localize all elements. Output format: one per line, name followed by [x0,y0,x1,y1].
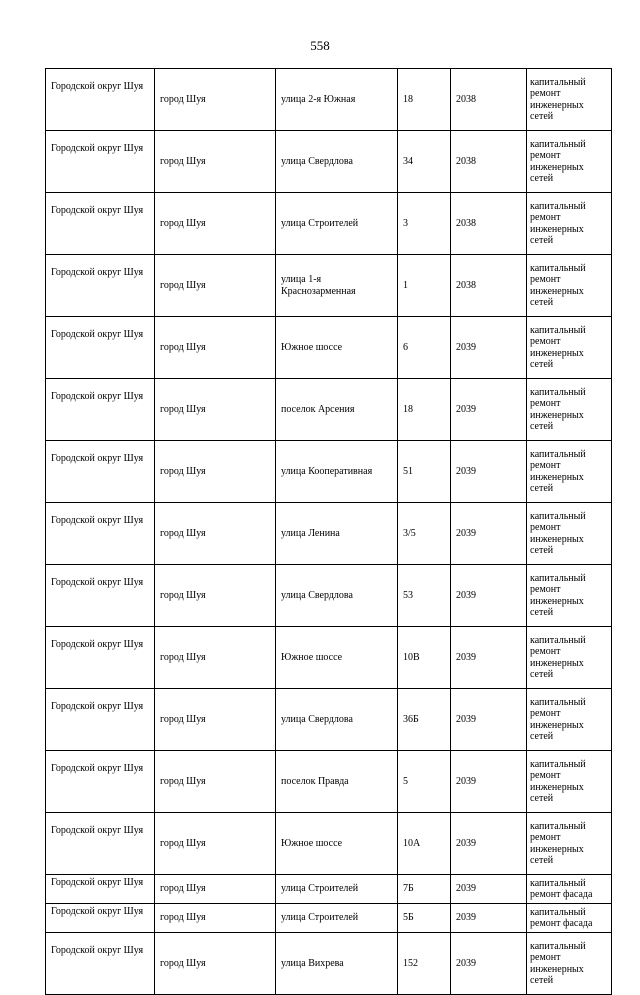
cell-house-number: 53 [398,565,451,627]
cell-work-type: капитальный ремонт инженерных сетей [527,255,612,317]
cell-settlement: город Шуя [155,441,276,503]
cell-street: улица Свердлова [276,565,398,627]
cell-district: Городской округ Шуя [46,813,155,875]
table-row [46,627,612,689]
table-row [46,565,612,627]
cell-work-type: капитальный ремонт инженерных сетей [527,441,612,503]
table-row [46,813,612,875]
cell-district: Городской округ Шуя [46,317,155,379]
cell-house-number: 152 [398,933,451,995]
cell-street: улица Вихрева [276,933,398,995]
cell-district: Городской округ Шуя [46,904,155,933]
cell-district: Городской округ Шуя [46,69,155,131]
cell-district: Городской округ Шуя [46,933,155,995]
table-row [46,441,612,503]
cell-district: Городской округ Шуя [46,565,155,627]
cell-settlement: город Шуя [155,627,276,689]
register-table-body [46,69,612,995]
table-row [46,751,612,813]
cell-street: улица 2-я Южная [276,69,398,131]
cell-work-type: капитальный ремонт фасада [527,904,612,933]
cell-settlement: город Шуя [155,875,276,904]
cell-settlement: город Шуя [155,69,276,131]
cell-year: 2039 [451,379,527,441]
cell-house-number: 18 [398,69,451,131]
cell-year: 2038 [451,69,527,131]
cell-year: 2039 [451,317,527,379]
cell-year: 2039 [451,503,527,565]
cell-district: Городской округ Шуя [46,875,155,904]
cell-district: Городской округ Шуя [46,627,155,689]
table-row [46,69,612,131]
cell-street: улица Свердлова [276,689,398,751]
cell-year: 2039 [451,751,527,813]
cell-district: Городской округ Шуя [46,503,155,565]
cell-work-type: капитальный ремонт инженерных сетей [527,131,612,193]
cell-year: 2039 [451,565,527,627]
cell-work-type: капитальный ремонт инженерных сетей [527,627,612,689]
cell-work-type: капитальный ремонт инженерных сетей [527,503,612,565]
cell-settlement: город Шуя [155,317,276,379]
cell-settlement: город Шуя [155,131,276,193]
cell-house-number: 10А [398,813,451,875]
cell-house-number: 5 [398,751,451,813]
cell-settlement: город Шуя [155,751,276,813]
table-row [46,317,612,379]
cell-work-type: капитальный ремонт инженерных сетей [527,933,612,995]
cell-house-number: 18 [398,379,451,441]
cell-street: улица Ленина [276,503,398,565]
cell-settlement: город Шуя [155,933,276,995]
cell-house-number: 34 [398,131,451,193]
cell-work-type: капитальный ремонт инженерных сетей [527,751,612,813]
cell-year: 2039 [451,875,527,904]
cell-street: Южное шоссе [276,317,398,379]
cell-settlement: город Шуя [155,565,276,627]
cell-street: поселок Арсения [276,379,398,441]
cell-year: 2038 [451,255,527,317]
cell-year: 2039 [451,627,527,689]
cell-house-number: 3 [398,193,451,255]
cell-settlement: город Шуя [155,904,276,933]
cell-street: улица Строителей [276,875,398,904]
cell-district: Городской округ Шуя [46,193,155,255]
cell-settlement: город Шуя [155,503,276,565]
cell-house-number: 10В [398,627,451,689]
cell-year: 2039 [451,813,527,875]
cell-settlement: город Шуя [155,689,276,751]
cell-settlement: город Шуя [155,255,276,317]
cell-house-number: 3/5 [398,503,451,565]
cell-street: поселок Правда [276,751,398,813]
page-number: 558 [310,38,330,53]
cell-street: Южное шоссе [276,813,398,875]
cell-year: 2039 [451,441,527,503]
cell-work-type: капитальный ремонт инженерных сетей [527,813,612,875]
cell-district: Городской округ Шуя [46,255,155,317]
cell-house-number: 6 [398,317,451,379]
table-row [46,904,612,933]
cell-work-type: капитальный ремонт инженерных сетей [527,565,612,627]
cell-settlement: город Шуя [155,813,276,875]
cell-street: улица Строителей [276,193,398,255]
table-row [46,503,612,565]
cell-house-number: 7Б [398,875,451,904]
cell-work-type: капитальный ремонт инженерных сетей [527,317,612,379]
table-row [46,875,612,904]
cell-house-number: 1 [398,255,451,317]
table-row [46,689,612,751]
cell-district: Городской округ Шуя [46,131,155,193]
register-table [45,68,612,995]
cell-year: 2038 [451,193,527,255]
cell-district: Городской округ Шуя [46,689,155,751]
cell-street: Южное шоссе [276,627,398,689]
cell-year: 2039 [451,933,527,995]
cell-district: Городской округ Шуя [46,441,155,503]
cell-house-number: 51 [398,441,451,503]
cell-year: 2039 [451,689,527,751]
table-row [46,379,612,441]
cell-work-type: капитальный ремонт инженерных сетей [527,69,612,131]
cell-work-type: капитальный ремонт инженерных сетей [527,193,612,255]
cell-year: 2039 [451,904,527,933]
cell-street: улица Строителей [276,904,398,933]
cell-work-type: капитальный ремонт инженерных сетей [527,379,612,441]
cell-settlement: город Шуя [155,379,276,441]
table-row [46,193,612,255]
cell-street: улица 1-я Краснозарменная [276,255,398,317]
table-row [46,131,612,193]
cell-district: Городской округ Шуя [46,379,155,441]
cell-house-number: 36Б [398,689,451,751]
cell-settlement: город Шуя [155,193,276,255]
cell-street: улица Кооперативная [276,441,398,503]
cell-work-type: капитальный ремонт инженерных сетей [527,689,612,751]
cell-year: 2038 [451,131,527,193]
table-row [46,933,612,995]
cell-house-number: 5Б [398,904,451,933]
table-row [46,255,612,317]
cell-street: улица Свердлова [276,131,398,193]
cell-work-type: капитальный ремонт фасада [527,875,612,904]
cell-district: Городской округ Шуя [46,751,155,813]
